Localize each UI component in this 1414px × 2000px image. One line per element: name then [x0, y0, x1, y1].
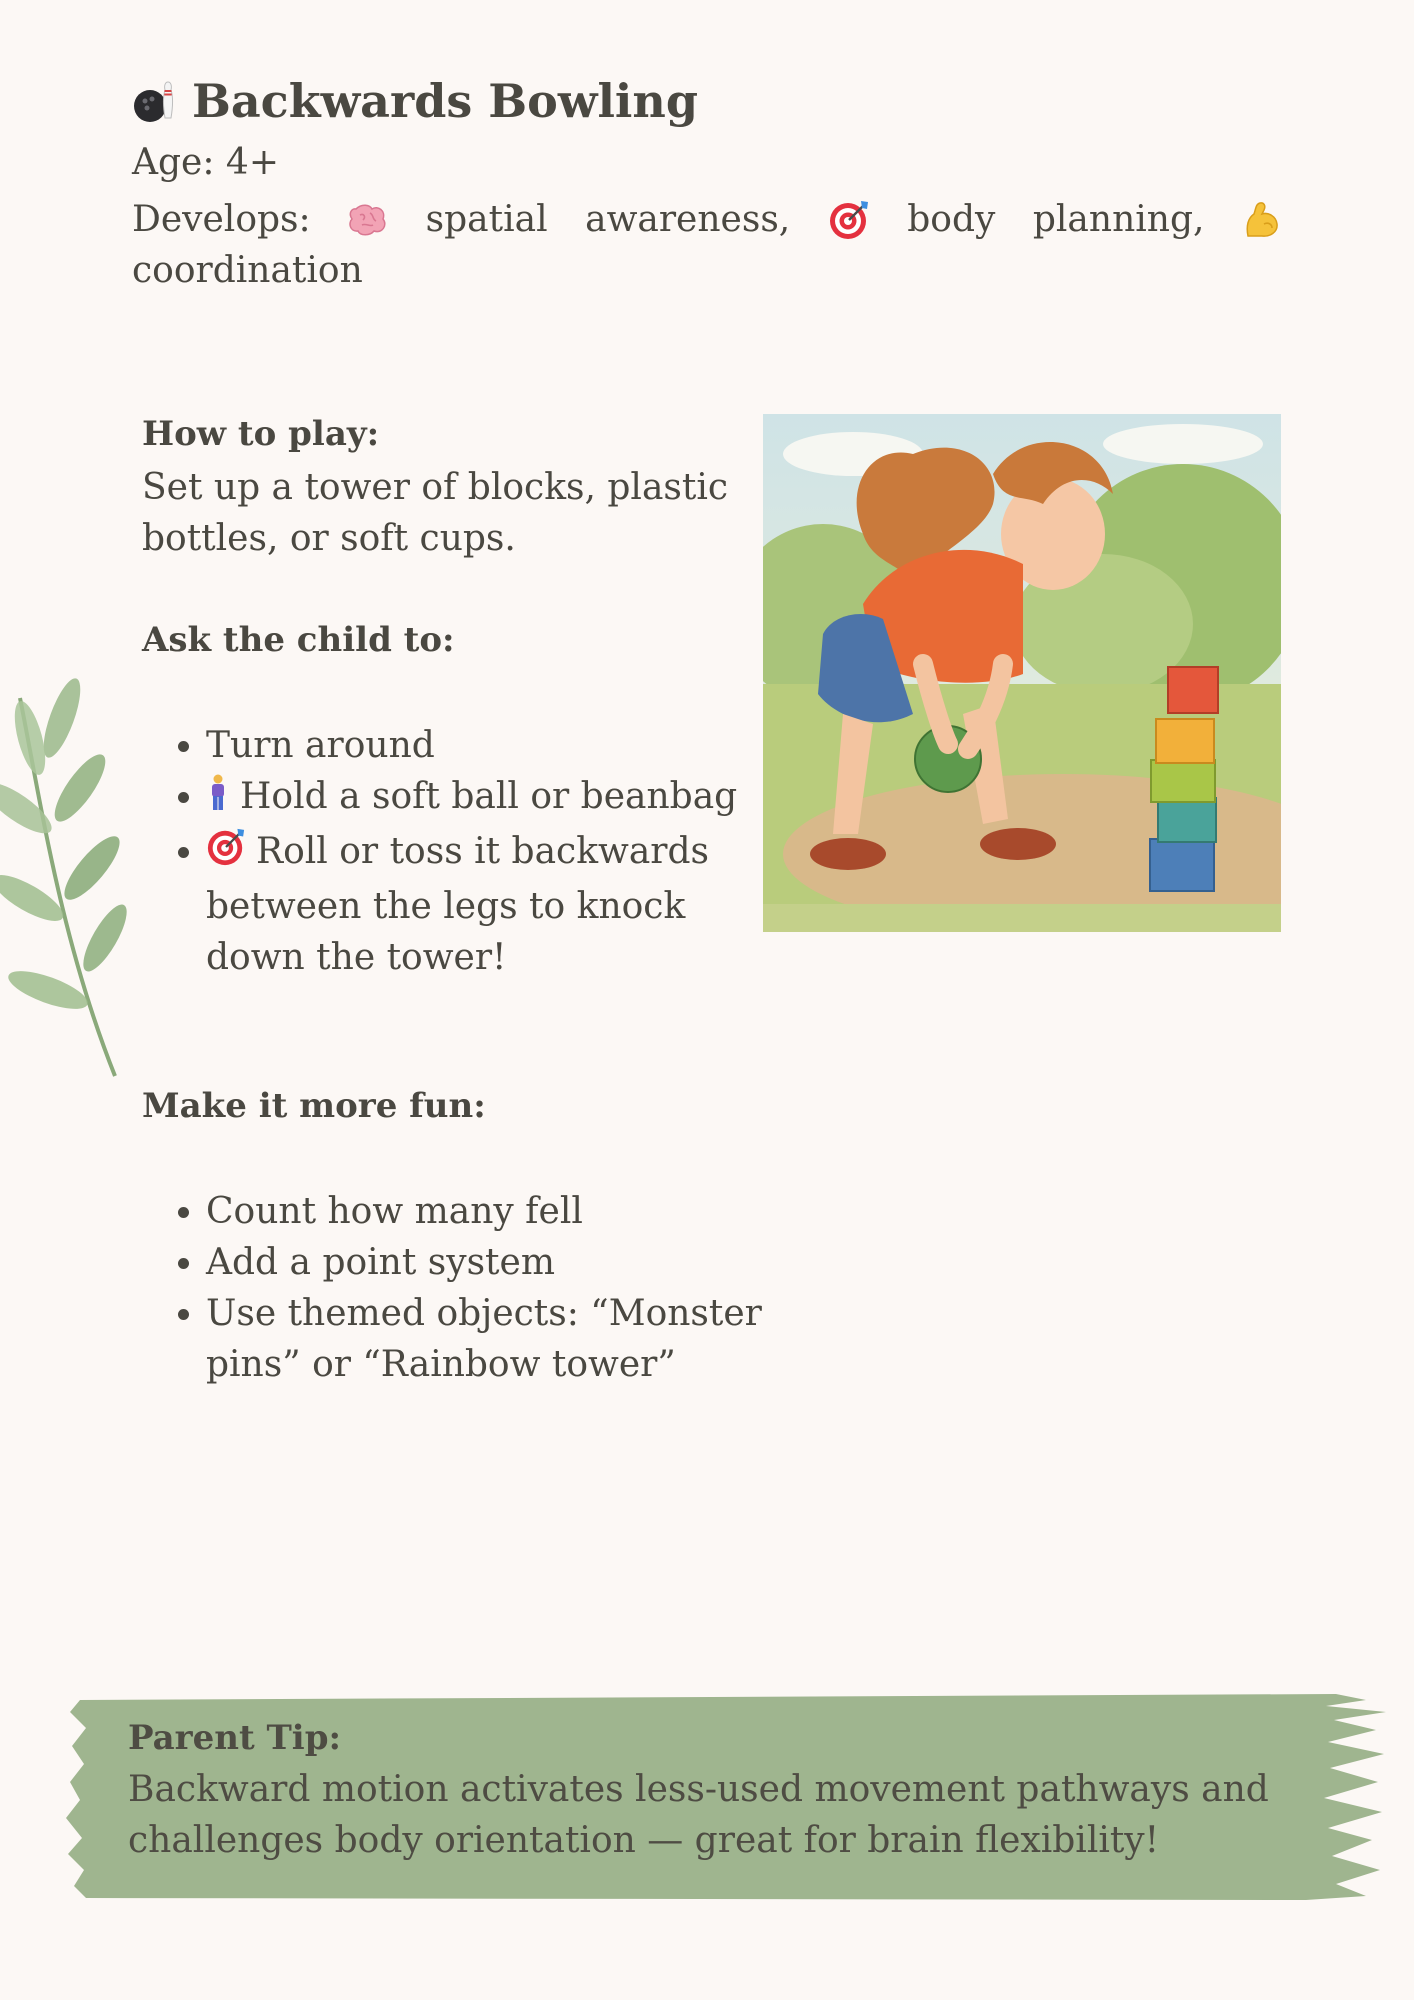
parent-tip	[128, 1718, 1308, 1866]
list-item	[206, 826, 746, 983]
skill-word: awareness,	[585, 199, 791, 240]
title-text: Backwards Bowling	[192, 74, 698, 128]
fun-heading: Make it more fun:	[142, 1086, 486, 1126]
brain-icon	[348, 203, 388, 237]
develops-label: Develops:	[132, 199, 311, 240]
list-item: • Count how many fell	[206, 1186, 806, 1237]
child-bowling-illustration	[763, 414, 1281, 932]
ask-list	[142, 720, 746, 983]
how-to-play-text: Set up a tower of blocks, plastic bottles, or soft cups.	[142, 467, 729, 559]
age-label: Age: 4+	[132, 142, 279, 183]
list-item: • Add a point system	[206, 1237, 806, 1288]
list-item	[206, 771, 746, 826]
flexed-bicep-icon	[1242, 200, 1282, 240]
list-item	[206, 720, 746, 771]
tip-text: Backward motion activates less-used movement pathways and challenges body orientation — great for brain flexibility!	[128, 1769, 1269, 1861]
develops-line	[132, 194, 1282, 296]
list-item: • Use themed objects: “Monster pins” or “Rainbow tower”	[206, 1288, 806, 1390]
leaf-branch-decoration	[0, 678, 130, 1078]
tip-heading: Parent Tip:	[128, 1718, 342, 1758]
list-item-text: Roll or toss it backwards between the legs to knock down the tower!	[206, 831, 710, 978]
list-item-text: Turn around	[206, 725, 435, 766]
bowling-icon	[132, 78, 178, 124]
ask-heading: Ask the child to:	[142, 620, 455, 660]
fun-list	[142, 1186, 806, 1390]
target-icon	[828, 199, 870, 241]
skill-word: planning,	[1032, 199, 1205, 240]
skill-word: body	[907, 199, 996, 240]
page-title	[132, 74, 698, 128]
person-standing-icon	[206, 774, 230, 826]
list-item-text: Hold a soft ball or beanbag	[240, 776, 738, 817]
how-to-play-heading: How to play:	[142, 414, 380, 454]
skill-word: coordination	[132, 250, 363, 291]
skill-word: spatial	[425, 199, 548, 240]
target-icon	[206, 827, 246, 881]
